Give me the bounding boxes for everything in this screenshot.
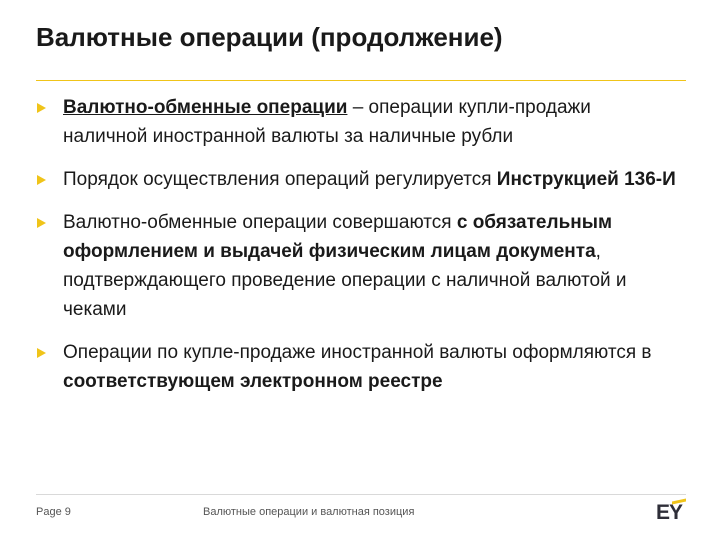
bullet-item [36, 93, 676, 151]
bullet-arrow-icon [37, 348, 46, 358]
bullet-tail-text: , подтверждающего проведение операции с наличной валютой и чеками [63, 241, 627, 320]
footer-divider [36, 494, 686, 495]
bullet-text: Порядок осуществления операций регулируется [63, 169, 497, 190]
bullet-arrow-icon [37, 175, 46, 185]
bullet-item [36, 165, 676, 194]
page-number: Page 9 [36, 506, 71, 518]
bullet-arrow-icon [37, 218, 46, 228]
ey-logo: EY [656, 501, 683, 524]
bullet-item [36, 208, 676, 324]
bullet-bold-text: соответствующем электронном реестре [63, 371, 443, 392]
slide-title: Валютные операции (продолжение) [36, 22, 503, 52]
bullet-term: Валютно-обменные операции [63, 97, 348, 118]
footer-caption: Валютные операции и валютная позиция [203, 506, 415, 518]
bullet-text: Операции по купле-продаже иностранной валюты оформляются в [63, 342, 652, 363]
bullet-arrow-icon [37, 103, 46, 113]
bullet-text: Валютно-обменные операции совершаются [63, 212, 457, 233]
bullet-bold-text: Инструкцией 136-И [496, 169, 676, 190]
bullet-text: – операции купли-продажи наличной иностранной валюты за наличные рубли [63, 97, 591, 147]
title-divider [36, 80, 686, 81]
bullet-bold-text: с обязательным оформлением и выдачей физическим лицам документа [63, 212, 613, 262]
bullet-list [36, 93, 676, 410]
bullet-item [36, 338, 676, 396]
